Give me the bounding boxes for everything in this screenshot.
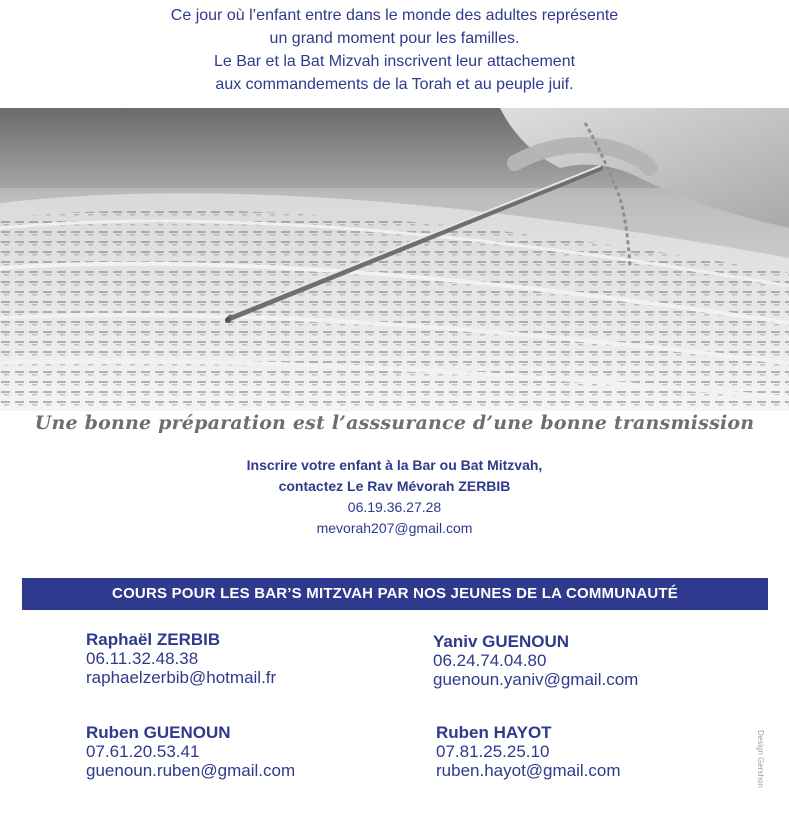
- tutor-email: ruben.hayot@gmail.com: [436, 761, 621, 780]
- tutor-card: [436, 723, 621, 780]
- tutor-name: Ruben GUENOUN: [86, 723, 231, 742]
- motto: Une bonne préparation est l’asssurance d’une bonne transmission: [34, 412, 755, 434]
- tutor-card: [86, 723, 295, 780]
- courses-banner: COURS POUR LES BAR’S MITZVAH PAR NOS JEUNES DE LA COMMUNAUTÉ: [22, 578, 768, 610]
- tutor-card: [433, 632, 638, 689]
- tutor-phone: 07.81.25.25.10: [436, 742, 550, 761]
- intro-line: Ce jour où l’enfant entre dans le monde des adultes représente: [170, 7, 619, 24]
- contact-line: contactez Le Rav Mévorah ZERBIB: [278, 478, 511, 494]
- torah-scroll-photo: [0, 108, 789, 411]
- design-credit: Design Gershon: [756, 730, 765, 788]
- intro-line: un grand moment pour les familles.: [269, 30, 520, 47]
- intro-line: aux commandements de la Torah et au peuple juif.: [215, 76, 574, 93]
- tutor-card: [86, 630, 276, 687]
- intro-text: [0, 4, 789, 96]
- contact-phone: 06.19.36.27.28: [347, 499, 442, 515]
- tutor-phone: 06.11.32.48.38: [86, 649, 199, 668]
- contact-email: mevorah207@gmail.com: [316, 520, 473, 536]
- intro-line: Le Bar et la Bat Mizvah inscrivent leur attachement: [213, 53, 576, 70]
- tutor-email: raphaelzerbib@hotmail.fr: [86, 668, 277, 687]
- tutor-email: guenoun.ruben@gmail.com: [86, 761, 296, 780]
- tutor-phone: 06.24.74.04.80: [433, 651, 547, 670]
- tutor-name: Raphaël ZERBIB: [86, 630, 221, 649]
- tutor-email: guenoun.yaniv@gmail.com: [433, 670, 639, 689]
- contact-block: [0, 455, 789, 539]
- tutor-name: Yaniv GUENOUN: [433, 632, 570, 651]
- tutor-name: Ruben HAYOT: [436, 723, 552, 742]
- contact-line: Inscrire votre enfant à la Bar ou Bat Mitzvah,: [246, 457, 543, 473]
- tutor-phone: 07.61.20.53.41: [86, 742, 200, 761]
